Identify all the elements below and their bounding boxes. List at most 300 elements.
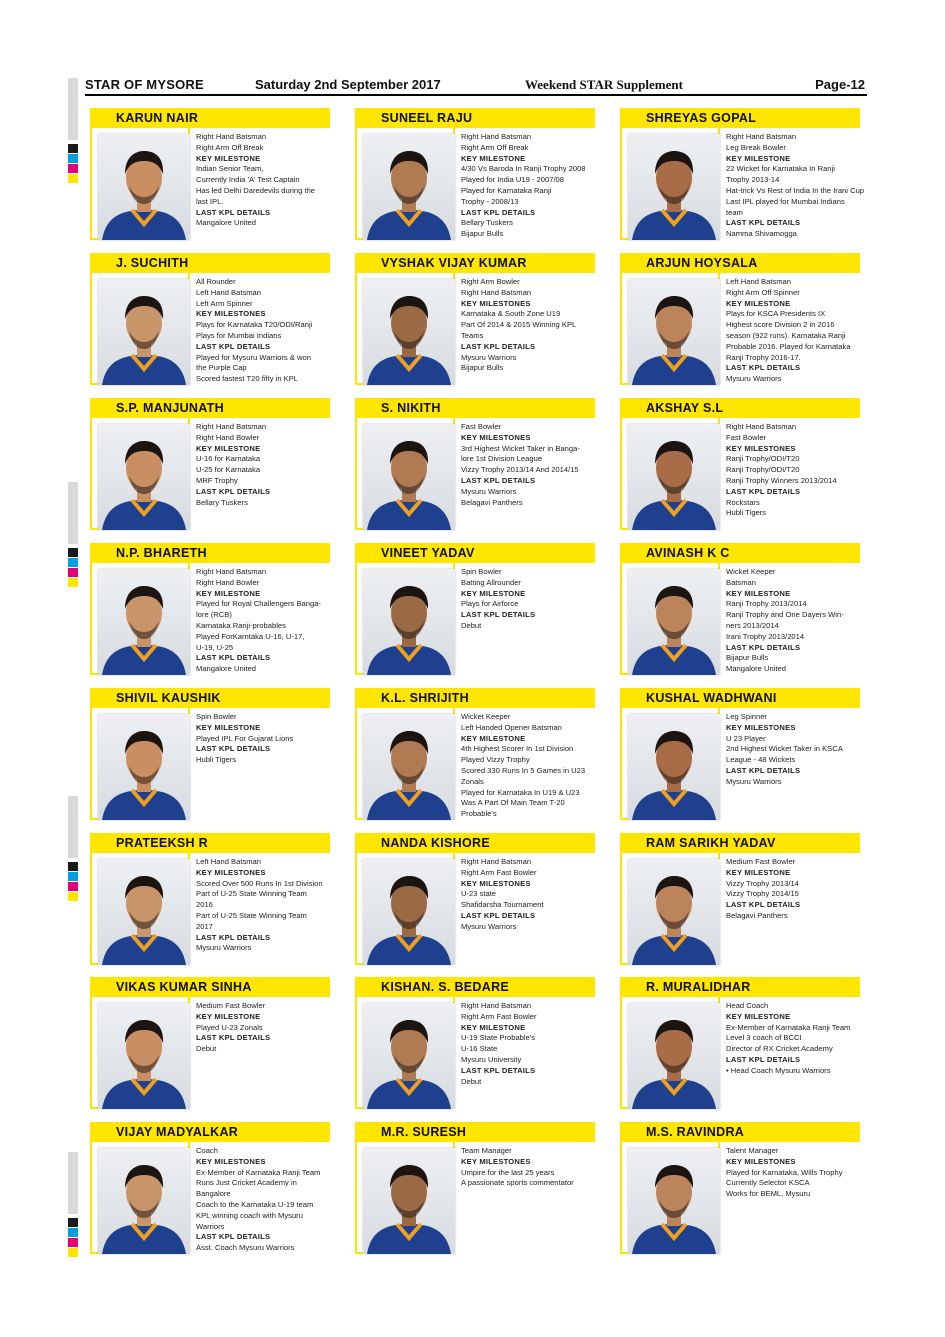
name-banner — [355, 108, 595, 128]
detail-line: 22 Wicket for Karnataka In Ranji — [726, 164, 835, 174]
detail-line: Level 3 coach of BCCI — [726, 1033, 802, 1043]
detail-line: Scored 330 Runs In 5 Games in U23 — [461, 765, 586, 775]
player-name: ARJUN HOYSALA — [646, 256, 758, 270]
detail-line: Ex-Member of Karnataka Ranji Team — [196, 1167, 321, 1177]
detail-line: Umpire for the last 25 years — [461, 1167, 555, 1177]
name-banner — [355, 543, 595, 563]
profile-card — [90, 253, 356, 393]
page-number: Page-12 — [815, 77, 865, 92]
section-heading: KEY MILESTONES — [196, 1156, 266, 1166]
detail-line: Works for BEML, Mysuru — [726, 1189, 811, 1199]
player-name: R. MURALIDHAR — [646, 980, 751, 994]
section-heading: KEY MILESTONE — [461, 588, 526, 598]
detail-line: Ranji Trophy and One Dayers Win- — [726, 610, 844, 620]
name-banner — [620, 688, 860, 708]
registration-swatch-yellow — [68, 578, 78, 587]
detail-line: Mysuru Warriors — [461, 486, 517, 496]
player-photo — [628, 134, 720, 240]
player-photo — [628, 714, 720, 820]
registration-swatch-cyan — [68, 1228, 78, 1237]
profile-card — [355, 977, 621, 1117]
detail-line: Right Hand Batsman — [196, 567, 267, 576]
detail-line: Bijapur Bulls — [726, 653, 769, 663]
registration-swatch-black — [68, 548, 78, 557]
registration-swatch-black — [68, 1218, 78, 1227]
detail-line: Fast Bowler — [461, 422, 502, 431]
detail-line: Asst. Coach Mysuru Warriors — [196, 1243, 295, 1253]
player-photo — [98, 134, 190, 240]
detail-line: Mysuru Warriors — [196, 943, 252, 953]
section-heading: LAST KPL DETAILS — [196, 744, 271, 754]
registration-swatch-yellow — [68, 174, 78, 183]
player-details — [196, 857, 356, 954]
detail-line: the Purple Cap — [196, 363, 247, 373]
section-heading: KEY MILESTONE — [726, 588, 791, 598]
player-name: VIJAY MADYALKAR — [116, 1125, 239, 1139]
detail-line: lore (RCB) — [196, 610, 232, 620]
detail-line: Teams — [461, 330, 484, 340]
detail-line: • Head Coach Mysuru Warriors — [726, 1065, 831, 1075]
detail-line: Debut — [461, 620, 482, 630]
player-name: PRATEEKSH R — [116, 836, 208, 850]
name-banner — [620, 398, 860, 418]
detail-line: Ranji Trophy/ODI/T20 — [726, 465, 800, 475]
section-heading: KEY MILESTONES — [461, 1156, 531, 1166]
player-photo — [98, 714, 190, 820]
section-heading: KEY MILESTONE — [461, 1022, 526, 1032]
player-details — [461, 712, 621, 820]
player-photo — [363, 859, 455, 965]
detail-line: Trophy 2013-14 — [726, 175, 780, 185]
registration-swatch-cyan — [68, 872, 78, 881]
detail-line: Hubli Tigers — [726, 508, 767, 518]
profile-card — [620, 108, 886, 248]
detail-line: Right Arm Fast Bowler — [461, 1011, 537, 1021]
registration-swatch-cyan — [68, 154, 78, 163]
player-details — [461, 567, 621, 632]
issue-date: Saturday 2nd September 2017 — [255, 77, 441, 92]
name-banner — [355, 253, 595, 273]
profile-card — [90, 108, 356, 248]
registration-swatch-magenta — [68, 882, 78, 891]
detail-line: 3rd Highest Wicket Taker in Banga- — [461, 443, 580, 453]
player-photo — [363, 134, 455, 240]
player-photo — [628, 569, 720, 675]
profile-card — [620, 688, 886, 828]
detail-line: Mangalore United — [726, 664, 786, 674]
player-details — [196, 1001, 356, 1055]
detail-line: Played ForKarntaka U-16, U-17, — [196, 631, 305, 641]
section-heading: KEY MILESTONE — [196, 722, 261, 732]
profile-card — [355, 108, 621, 248]
section-heading: KEY MILESTONES — [461, 298, 531, 308]
player-photo — [628, 1003, 720, 1109]
player-name: S. NIKITH — [381, 401, 441, 415]
section-heading: KEY MILESTONES — [461, 878, 531, 888]
player-details — [726, 1001, 886, 1077]
detail-line: Part Of 2014 & 2015 Winning KPL — [461, 320, 577, 330]
profile-card — [90, 1122, 356, 1262]
detail-line: Right Hand Batsman — [461, 857, 532, 866]
detail-line: Belagavi Panthers — [726, 910, 788, 920]
section-heading: KEY MILESTONES — [726, 722, 796, 732]
detail-line: Probable 2016. Played for Karnataka — [726, 341, 851, 351]
detail-line: Played Vizzy Trophy — [461, 755, 530, 765]
name-banner — [90, 977, 330, 997]
profile-card — [90, 398, 356, 538]
detail-line: Played for Karnataka Ranji — [461, 185, 552, 195]
profile-card — [355, 543, 621, 683]
detail-line: team — [726, 207, 743, 217]
player-details — [461, 422, 621, 508]
section-heading: KEY MILESTONE — [726, 298, 791, 308]
detail-line: Wicket Keeper — [726, 567, 776, 576]
detail-line: Played U-23 Zonals — [196, 1022, 263, 1032]
detail-line: Leg Break Bowler — [726, 142, 786, 152]
section-heading: KEY MILESTONE — [461, 153, 526, 163]
registration-swatch-cyan — [68, 558, 78, 567]
player-name: K.L. SHRIJITH — [381, 691, 469, 705]
section-heading: LAST KPL DETAILS — [461, 475, 536, 485]
player-details — [196, 132, 356, 229]
detail-line: 4/30 Vs Baroda In Ranji Trophy 2008 — [461, 164, 586, 174]
player-name: KARUN NAIR — [116, 111, 199, 125]
detail-line: Trophy - 2008/13 — [461, 196, 519, 206]
detail-line: Right Hand Batsman — [461, 1001, 532, 1010]
detail-line: Plays for Airforce — [461, 599, 519, 609]
profile-card — [355, 1122, 621, 1262]
player-details — [196, 1146, 356, 1254]
name-banner — [355, 833, 595, 853]
player-photo — [363, 569, 455, 675]
detail-line: A passionate sports commentator — [461, 1178, 574, 1188]
detail-line: Vizzy Trophy 2013/14 And 2014/15 — [461, 465, 579, 475]
detail-line: U 23 Player — [726, 733, 766, 743]
detail-line: U-19, U-25 — [196, 642, 234, 652]
profile-card — [620, 833, 886, 973]
section-heading: LAST KPL DETAILS — [726, 218, 801, 228]
name-banner — [620, 833, 860, 853]
detail-line: 2nd Highest Wicket Taker in KSCA — [726, 744, 843, 754]
name-banner — [90, 398, 330, 418]
detail-line: Part of U-25 State Winning Team — [196, 889, 307, 899]
detail-line: Vizzy Trophy 2013/14 — [726, 878, 799, 888]
detail-line: League - 48 Wickets — [726, 755, 796, 765]
detail-line: Played for Karnataka, Wills Trophy — [726, 1167, 843, 1177]
detail-line: Right Hand Bowler — [196, 432, 260, 442]
detail-line: Karnataka & South Zone U19 — [461, 309, 561, 319]
player-name: VIKAS KUMAR SINHA — [116, 980, 252, 994]
detail-line: 2017 — [196, 921, 213, 931]
detail-line: Highest score Division 2 in 2016 — [726, 320, 835, 330]
profile-card — [620, 977, 886, 1117]
player-photo — [98, 1003, 190, 1109]
detail-line: Played IPL For Gujarat Lions — [196, 733, 294, 743]
detail-line: Right Hand Batsman — [726, 422, 797, 431]
profile-card — [620, 543, 886, 683]
supplement-title: Weekend STAR Supplement — [525, 77, 683, 92]
detail-line: Talent Manager — [726, 1146, 779, 1155]
player-photo — [628, 859, 720, 965]
profile-card — [620, 1122, 886, 1262]
detail-line: Mysuru Warriors — [461, 921, 517, 931]
detail-line: U-19 State Probable's — [461, 1033, 536, 1043]
detail-line: Right Arm Off Spinner — [726, 287, 800, 297]
name-banner — [620, 1122, 860, 1142]
section-heading: KEY MILESTONES — [726, 1156, 796, 1166]
detail-line: Currently Selector KSCA — [726, 1178, 810, 1188]
detail-line: Left Hand Batsman — [726, 277, 792, 286]
profile-card — [355, 253, 621, 393]
detail-line: lore 1st Division League — [461, 454, 543, 464]
player-name: S.P. MANJUNATH — [116, 401, 224, 415]
name-banner — [355, 688, 595, 708]
detail-line: Vizzy Trophy 2014/15 — [726, 889, 799, 899]
detail-line: Head Coach — [726, 1001, 769, 1010]
section-heading: LAST KPL DETAILS — [726, 642, 801, 652]
section-heading: LAST KPL DETAILS — [726, 765, 801, 775]
detail-line: Played for India U19 - 2007/08 — [461, 175, 565, 185]
player-details — [726, 712, 886, 788]
detail-line: Scored Over 500 Runs In 1st Division — [196, 878, 323, 888]
player-name: N.P. BHARETH — [116, 546, 207, 560]
section-heading: LAST KPL DETAILS — [196, 1232, 271, 1242]
section-heading: LAST KPL DETAILS — [461, 610, 536, 620]
player-details — [726, 422, 886, 519]
registration-swatch-magenta — [68, 164, 78, 173]
detail-line: All Rounder — [196, 277, 236, 286]
detail-line: Ranji Trophy 2013/2014 — [726, 599, 807, 609]
section-heading: KEY MILESTONE — [461, 733, 526, 743]
section-heading: LAST KPL DETAILS — [196, 207, 271, 217]
detail-line: Ranji Trophy Winners 2013/2014 — [726, 475, 837, 485]
detail-line: Right Hand Batsman — [461, 287, 532, 297]
section-heading: KEY MILESTONES — [196, 867, 266, 877]
detail-line: Scored fastest T20 fifty in KPL — [196, 374, 299, 384]
detail-line: MRF Trophy — [196, 475, 238, 485]
detail-line: Coach to the Karnataka U-19 team — [196, 1199, 314, 1209]
section-heading: LAST KPL DETAILS — [726, 363, 801, 373]
detail-line: Played for Karnataka In U19 & U23 — [461, 787, 580, 797]
detail-line: Ranji Trophy/ODI/T20 — [726, 454, 800, 464]
page-header — [85, 74, 867, 96]
profile-card — [90, 543, 356, 683]
detail-line: Hat-trick Vs Rest of India In the Irani Cup — [726, 185, 865, 195]
detail-line: Debut — [461, 1076, 482, 1086]
detail-line: season (922 runs). Karnataka Ranji — [726, 330, 846, 340]
player-details — [726, 567, 886, 675]
profile-card — [620, 398, 886, 538]
detail-line: Mangalore United — [196, 664, 256, 674]
detail-line: Director of RX Cricket Academy — [726, 1044, 833, 1054]
player-name: AVINASH K C — [646, 546, 730, 560]
detail-line: Runs Just Cricket Academy in — [196, 1178, 297, 1188]
detail-line: Warriors — [196, 1221, 225, 1231]
section-heading: KEY MILESTONE — [726, 153, 791, 163]
section-heading: LAST KPL DETAILS — [461, 207, 536, 217]
section-heading: KEY MILESTONE — [196, 588, 261, 598]
player-details — [726, 277, 886, 385]
section-heading: LAST KPL DETAILS — [461, 1065, 536, 1075]
player-photo — [363, 714, 455, 820]
detail-line: KPL winning coach with Mysuru — [196, 1210, 303, 1220]
detail-line: Bellary Tuskers — [461, 218, 513, 228]
section-heading: LAST KPL DETAILS — [461, 341, 536, 351]
section-heading: LAST KPL DETAILS — [196, 1033, 271, 1043]
section-heading: LAST KPL DETAILS — [196, 932, 271, 942]
detail-line: Fast Bowler — [726, 432, 767, 442]
section-heading: KEY MILESTONE — [726, 867, 791, 877]
player-name: AKSHAY S.L — [646, 401, 724, 415]
section-heading: KEY MILESTONE — [196, 153, 261, 163]
section-heading: LAST KPL DETAILS — [196, 653, 271, 663]
player-photo — [628, 279, 720, 385]
detail-line: Last IPL played for Mumbai Indians — [726, 196, 845, 206]
registration-strip — [68, 482, 78, 544]
player-name: SHIVIL KAUSHIK — [116, 691, 221, 705]
name-banner — [355, 1122, 595, 1142]
name-banner — [620, 977, 860, 997]
player-details — [196, 567, 356, 675]
registration-strip — [68, 78, 78, 140]
profile-card — [355, 688, 621, 828]
detail-line: Namma Shivamogga — [726, 229, 797, 239]
player-photo — [98, 1148, 190, 1254]
registration-swatch-magenta — [68, 568, 78, 577]
detail-line: Coach — [196, 1146, 218, 1155]
detail-line: Right Arm Fast Bowler — [461, 867, 537, 877]
detail-line: Zonals — [461, 776, 484, 786]
detail-line: Batsman — [726, 577, 756, 587]
player-details — [726, 1146, 886, 1200]
registration-swatch-black — [68, 862, 78, 871]
section-heading: KEY MILESTONE — [196, 1011, 261, 1021]
detail-line: Bellary Tuskers — [196, 497, 248, 507]
player-photo — [628, 424, 720, 530]
registration-swatch-magenta — [68, 1238, 78, 1247]
section-heading: KEY MILESTONES — [726, 443, 796, 453]
section-heading: KEY MILESTONE — [196, 443, 261, 453]
section-heading: LAST KPL DETAILS — [196, 341, 271, 351]
detail-line: U-16 for Karnataka — [196, 454, 261, 464]
detail-line: Ex-Member of Karnataka Ranji Team — [726, 1022, 851, 1032]
detail-line: Plays for Karnataka T20/ODI/Ranji — [196, 320, 313, 330]
profile-card — [620, 253, 886, 393]
detail-line: Right Hand Batsman — [196, 132, 267, 141]
player-photo — [363, 279, 455, 385]
registration-strip — [68, 1152, 78, 1214]
player-photo — [363, 424, 455, 530]
name-banner — [620, 108, 860, 128]
detail-line: Batting Allrounder — [461, 577, 521, 587]
name-banner — [90, 543, 330, 563]
detail-line: Indian Senior Team, — [196, 164, 264, 174]
detail-line: Wicket Keeper — [461, 712, 511, 721]
newspaper-name: STAR OF MYSORE — [85, 77, 204, 92]
player-name: KISHAN. S. BEDARE — [381, 980, 510, 994]
player-photo — [628, 1148, 720, 1254]
detail-line: Bijapur Bulls — [461, 229, 504, 239]
detail-line: U-16 State — [461, 1044, 498, 1054]
registration-swatch-yellow — [68, 892, 78, 901]
detail-line: Irani Trophy 2013/2014 — [726, 631, 805, 641]
detail-line: ners 2013/2014 — [726, 620, 779, 630]
player-details — [726, 857, 886, 922]
player-photo — [98, 424, 190, 530]
registration-strip — [68, 796, 78, 858]
detail-line: Plays for KSCA Presidents IX — [726, 309, 826, 319]
name-banner — [620, 543, 860, 563]
detail-line: Right Arm Off Break — [461, 142, 529, 152]
player-details — [196, 712, 356, 766]
detail-line: Medium Fast Bowler — [196, 1001, 266, 1010]
profile-card — [90, 688, 356, 828]
section-heading: LAST KPL DETAILS — [461, 910, 536, 920]
profile-card — [90, 977, 356, 1117]
detail-line: Left Hand Batsman — [196, 857, 262, 866]
name-banner — [355, 398, 595, 418]
player-details — [461, 1146, 621, 1189]
player-name: SUNEEL RAJU — [381, 111, 473, 125]
detail-line: Right Arm Off Break — [196, 142, 264, 152]
player-details — [196, 422, 356, 508]
detail-line: Played for Mysuru Warriors & won — [196, 352, 311, 362]
detail-line: Right Hand Batsman — [461, 132, 532, 141]
section-heading: LAST KPL DETAILS — [726, 1054, 801, 1064]
profile-card — [355, 833, 621, 973]
detail-line: Rockstars — [726, 497, 760, 507]
name-banner — [355, 977, 595, 997]
player-name: SHREYAS GOPAL — [646, 111, 757, 125]
section-heading: LAST KPL DETAILS — [196, 486, 271, 496]
name-banner — [90, 253, 330, 273]
detail-line: Mysuru Warriors — [461, 352, 517, 362]
detail-line: Right Hand Batsman — [726, 132, 797, 141]
name-banner — [90, 108, 330, 128]
detail-line: Has led Delhi Daredevils during the — [196, 185, 316, 195]
detail-line: Played for Royal Challengers Banga- — [196, 599, 321, 609]
section-heading: KEY MILESTONES — [461, 432, 531, 442]
detail-line: Ranji Trophy 2016-17. — [726, 352, 801, 362]
player-details — [461, 132, 621, 240]
name-banner — [90, 1122, 330, 1142]
detail-line: Was A Part Of Main Team T-20 — [461, 798, 565, 808]
profile-card — [355, 398, 621, 538]
player-photo — [98, 859, 190, 965]
detail-line: Plays for Mumbai Indians — [196, 330, 282, 340]
detail-line: Mysuru University — [461, 1054, 522, 1064]
detail-line: Left Hand Batsman — [196, 287, 262, 297]
player-name: VINEET YADAV — [381, 546, 475, 560]
detail-line: Bangalore — [196, 1189, 231, 1199]
player-details — [726, 132, 886, 240]
name-banner — [90, 833, 330, 853]
player-details — [196, 277, 356, 385]
section-heading: KEY MILESTONES — [196, 309, 266, 319]
detail-line: Right Hand Batsman — [196, 422, 267, 431]
detail-line: 4th Highest Scorer In 1st Division — [461, 744, 574, 754]
player-details — [461, 857, 621, 933]
detail-line: Hubli Tigers — [196, 755, 237, 765]
player-name: RAM SARIKH YADAV — [646, 836, 776, 850]
detail-line: Left Handed Opener Batsman — [461, 722, 562, 732]
detail-line: Left Arm Spinner — [196, 298, 253, 308]
player-photo — [363, 1148, 455, 1254]
section-heading: KEY MILESTONE — [726, 1011, 791, 1021]
section-heading: LAST KPL DETAILS — [726, 486, 801, 496]
detail-line: Shafidarsha Tournament — [461, 900, 544, 910]
detail-line: Currently India 'A' Test Captain — [196, 175, 300, 185]
